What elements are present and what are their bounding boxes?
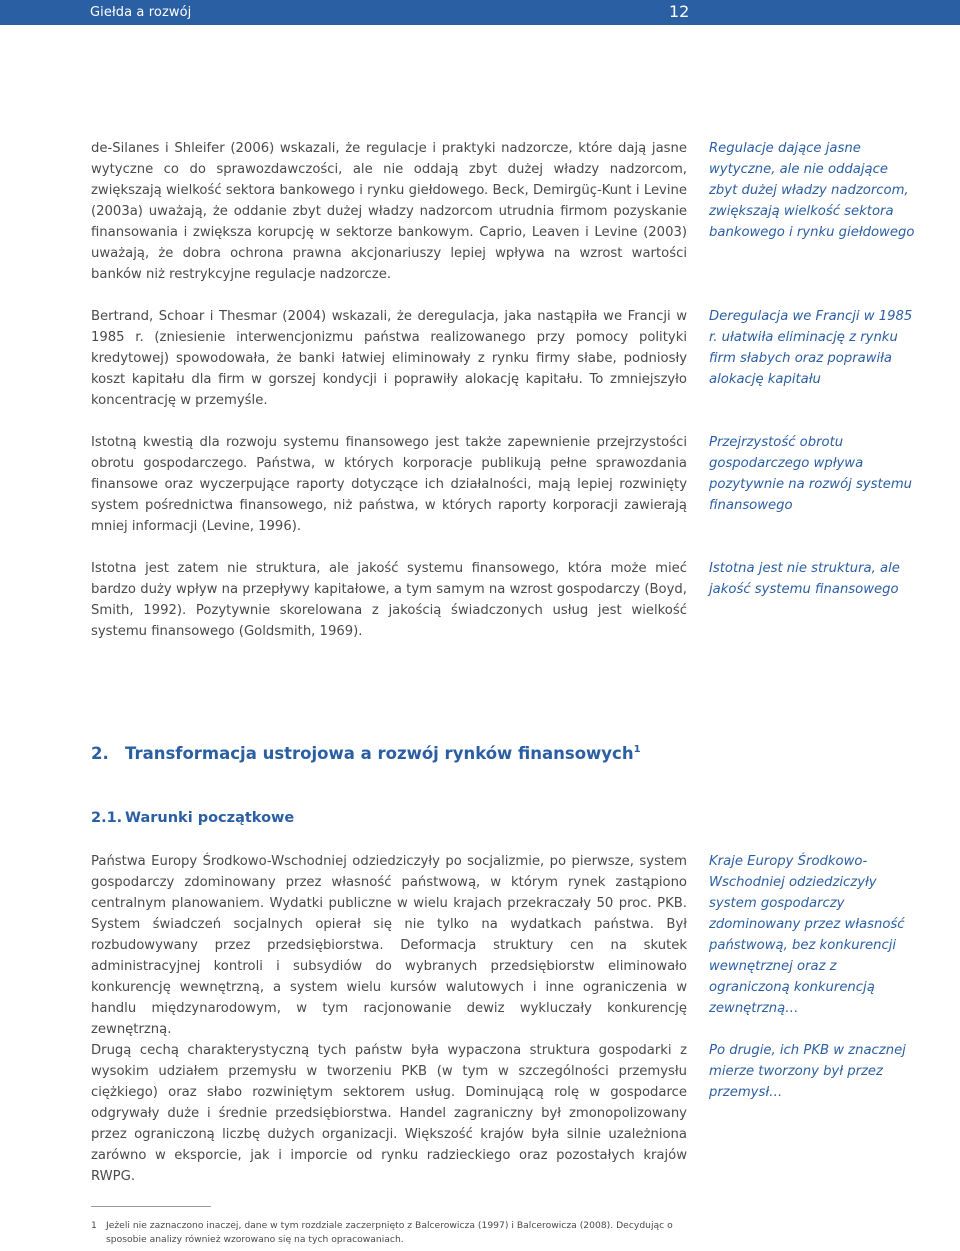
footnote-number: 1 [91, 1220, 97, 1231]
running-header-title: Giełda a rozwój [90, 5, 192, 20]
margin-note-2: Deregulacja we Francji w 1985 r. ułatwiła eliminację z rynku firm słabych oraz poprawiła alokację kapitału [709, 309, 913, 387]
body-paragraph-2: Bertrand, Schoar i Thesmar (2004) wskazali, że deregulacja, jaka nastąpiła we Francji w 1985 r. (zniesienie interwencjonizmu państwa realizowanego przy pomocy polityki kredytowej) spowodowała, że banki łatwiej eliminowały z rynku firmy słabe, podniosły koszt kapitału dla firm w gorszej kondycji i poprawiły alokację kapitału. To zmniejszyło koncentrację w przemyśle. [91, 309, 687, 408]
body-paragraph-1: de-Silanes i Shleifer (2006) wskazali, że regulacje i praktyki nadzorcze, które dają jasne wytyczne co do sprawozdawczości, ale nie oddają zbyt dużej władzy nadzorcom, zwiększają wielkość sektora bankowego i rynku giełdowego. Beck, Demirgüç-Kunt i Levine (2003a) uważają, że oddanie zbyt dużej władzy nadzorcom utrudnia firmom pozyskanie finansowania i zwiększa korupcję w sektorze bankowym. Caprio, Leaven i Levine (2003) uważają, że dobra ochrona prawna akcjonariuszy lepiej wpływa na wzrost wartości banków niż restrykcyjne regulacje nadzorcze. [91, 141, 687, 282]
section-number: 2. [91, 744, 109, 763]
section-heading [91, 744, 641, 763]
subsection-title: Warunki początkowe [125, 810, 295, 826]
footnote-divider [91, 1206, 211, 1207]
margin-note-5: Kraje Europy Środkowo-Wschodniej odziedziczyły system gospodarczy zdominowany przez własność państwową, bez konkurencji wewnętrznej oraz z ograniczoną konkurencją zewnętrzną… [709, 854, 905, 1016]
margin-note-1: Regulacje dające jasne wytyczne, ale nie oddające zbyt dużej władzy nadzorcom, zwiększają wielkość sektora bankowego i rynku giełdowego [709, 141, 915, 240]
margin-note-3: Przejrzystość obrotu gospodarczego wpływa pozytywnie na rozwój systemu finansowego [709, 435, 913, 513]
subsection-heading [91, 810, 294, 826]
footnote-reference[interactable]: 1 [633, 744, 641, 755]
subsection-number: 2.1. [91, 810, 123, 826]
footnote-text: Jeżeli nie zaznaczono inaczej, dane w tym rozdziale zaczerpnięto z Balcerowicza (1997) i Balcerowicza (2008). Decydując o sposobie analizy również wzorowano się na tych opracowaniach. [106, 1220, 673, 1245]
margin-note-6: Po drugie, ich PKB w znacznej mierze tworzony był przez przemysł… [709, 1043, 906, 1100]
margin-note-4: Istotna jest nie struktura, ale jakość systemu finansowego [709, 561, 900, 597]
page-header [0, 0, 960, 25]
section-title: Transformacja ustrojowa a rozwój rynków finansowych [125, 744, 634, 763]
body-paragraph-3: Istotną kwestią dla rozwoju systemu finansowego jest także zapewnienie przejrzystości obrotu gospodarczego. Państwa, w których korporacje publikują pełne sprawozdania finansowe oraz wyczerpujące raporty dotyczące ich działalności, mają lepiej rozwinięty system pośrednictwa finansowego, niż państwa, w których raporty korporacji zawierają mniej informacji (Levine, 1996). [91, 435, 687, 534]
body-paragraph-5: Państwa Europy Środkowo-Wschodniej odziedziczyły po socjalizmie, po pierwsze, system gospodarczy zdominowany przez własność państwową, w którym rynek zastąpiono centralnym planowaniem. Wydatki publiczne w wielu krajach przekraczały 50 proc. PKB. System świadczeń socjalnych opierał się nie tylko na wydatkach państwa. Był rozbudowywany przez przedsiębiorstwa. Deformacja struktury cen na skutek administracyjnej kontroli i subsydiów do wybranych przedsiębiorstw eliminowało konkurencję wewnętrzną, a system wielu kursów walutowych i inne ograniczenia w handlu międzynarodowym, w tym racjonowanie dewiz wykluczały konkurencję zewnętrzną. [91, 854, 687, 1037]
page-number: 12 [669, 2, 690, 21]
footnote [91, 1219, 691, 1246]
body-paragraph-6: Drugą cechą charakterystyczną tych państw była wypaczona struktura gospodarki z wysokim udziałem przemysłu w tworzeniu PKB (w tym w szczególności przemysłu ciężkiego) oraz słabo rozwiniętym sektorem usług. Dominującą rolę w gospodarce odgrywały duże i średnie przedsiębiorstwa. Handel zagraniczny był zmonopolizowany przez ograniczoną liczbę dużych organizacji. Większość krajów była silnie uzależniona zarówno w eksporcie, jak i imporcie od rynku radzieckiego oraz pozostałych krajów RWPG. [91, 1043, 687, 1184]
body-paragraph-4: Istotna jest zatem nie struktura, ale jakość systemu finansowego, która może mieć bardzo duży wpływ na przepływy kapitałowe, a tym samym na wzrost gospodarczy (Boyd, Smith, 1992). Pozytywnie skorelowana z jakością świadczonych usług jest wielkość systemu finansowego (Goldsmith, 1969). [91, 561, 687, 639]
